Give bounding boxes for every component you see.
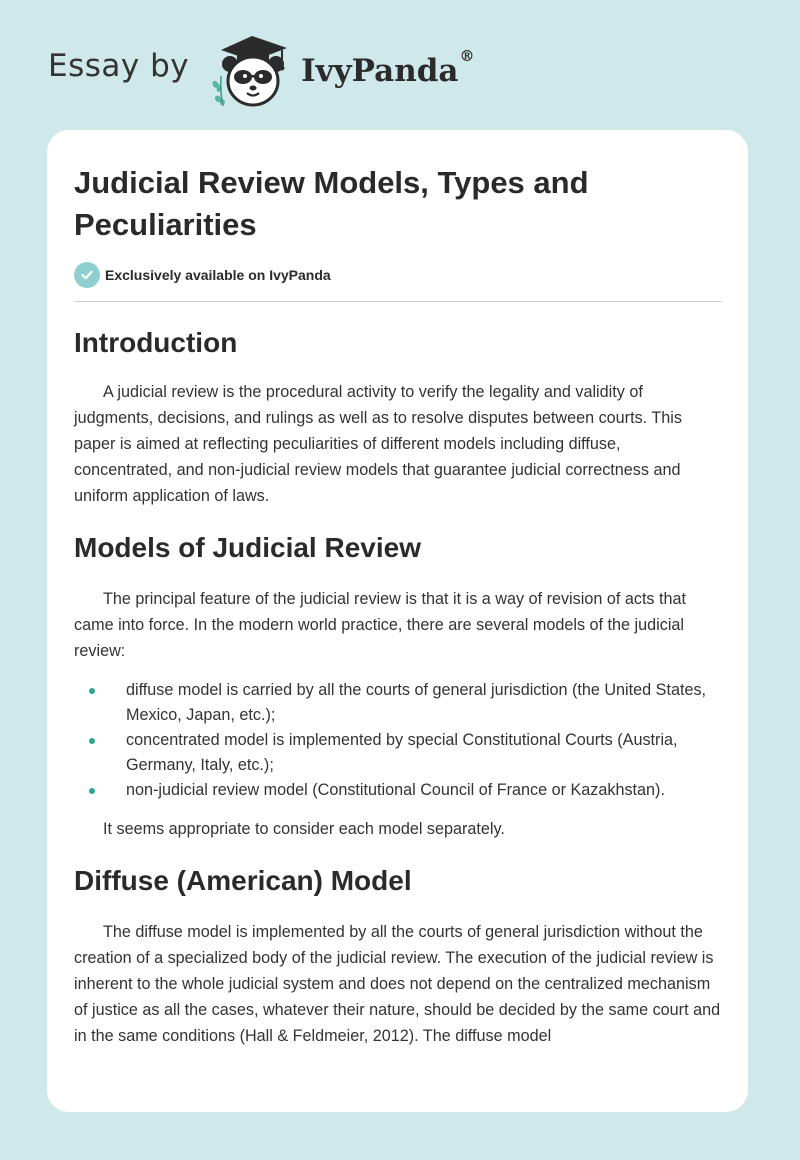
list-item-text: non-judicial review model (Constitutional Council of France or Kazakhstan). [126, 781, 665, 799]
title-divider [74, 301, 722, 302]
models-closing-paragraph: It seems appropriate to consider each model separately. [103, 820, 505, 838]
essay-title: Judicial Review Models, Types and Peculiarities [74, 165, 589, 242]
introduction-paragraph: A judicial review is the procedural activity to verify the legality and validity of judgments, decisions, and rulings as well as to resolve disputes between courts. This paper is aimed at reflecting peculiarities of different models including diffuse, concentrated, and non-judicial review models that guarantee judicial correctness and uniform application of laws. [74, 383, 682, 505]
bullet-dot [89, 788, 95, 794]
bullet-dot [89, 688, 95, 694]
diffuse-model-paragraph: The diffuse model is implemented by all the courts of general jurisdiction without the creation of a specialized body of the judicial review. The execution of the judicial review is inherent to the whole judicial system and does not depend on the centralized mechanism of justice as all the cases, whatever their nature, should be decided by the same court and in the same conditions (Hall & Feldmeier, 2012). The diffuse model [74, 923, 721, 1045]
site-header [48, 30, 475, 110]
brand-prefix: Essay by [48, 48, 190, 84]
panda-logo-icon[interactable] [207, 30, 297, 110]
list-item-text: diffuse model is carried by all the courts of general jurisdiction (the United States, Mexico, Japan, etc.); [126, 681, 707, 724]
exclusive-badge [74, 261, 722, 289]
brand-name-text: IvyPanda [301, 53, 459, 89]
section-heading-models: Models of Judicial Review [74, 532, 421, 563]
list-item [74, 778, 722, 803]
section-heading-diffuse-model: Diffuse (American) Model [74, 865, 412, 896]
bullet-dot [89, 738, 95, 744]
exclusive-label: Exclusively available on IvyPanda [105, 267, 331, 283]
section-heading-introduction: Introduction [74, 327, 238, 358]
check-icon [74, 262, 100, 288]
list-item [74, 678, 722, 728]
essay-card [47, 130, 748, 1112]
list-item-text: concentrated model is implemented by special Constitutional Courts (Austria, Germany, Italy, etc.); [126, 731, 678, 774]
list-item [74, 728, 722, 778]
registered-mark: ® [459, 47, 475, 65]
models-paragraph: The principal feature of the judicial review is that it is a way of revision of acts that came into force. In the modern world practice, there are several models of the judicial review: [74, 590, 687, 660]
models-list [74, 678, 722, 803]
brand-name[interactable] [301, 47, 475, 89]
